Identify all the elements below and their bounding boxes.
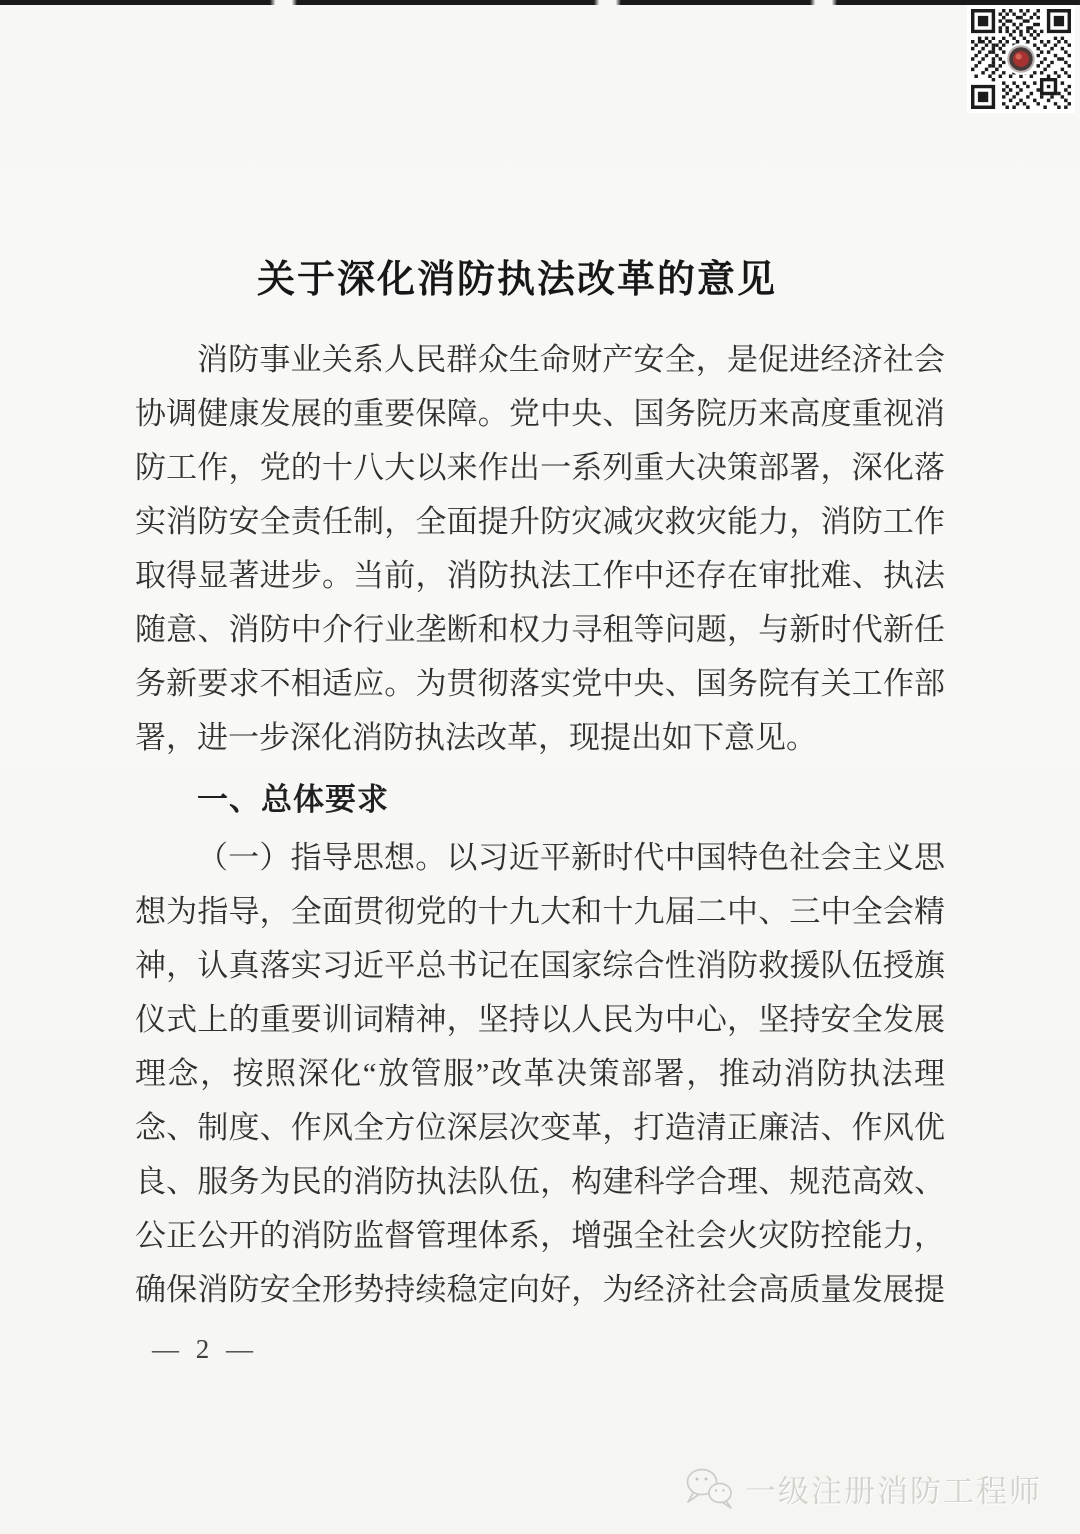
- wechat-icon: [681, 1464, 737, 1512]
- body-line: 仪式上的重要训词精神，坚持以人民为中心，坚持安全发展: [135, 1002, 945, 1037]
- footer-watermark: [681, 1464, 1042, 1512]
- body-line: 公正公开的消防监督管理体系，增强全社会火灾防控能力，: [135, 1218, 945, 1253]
- body-line: 取得显著进步。当前，消防执法工作中还存在审批难、执法: [135, 558, 945, 593]
- body-line: 实消防安全责任制，全面提升防灾减灾救灾能力，消防工作: [135, 504, 945, 539]
- body-line: 随意、消防中介行业垄断和权力寻租等问题，与新时代新任: [135, 612, 945, 647]
- qr-code: [967, 5, 1075, 113]
- footer-brand-label: 一级注册消防工程师: [745, 1473, 1042, 1509]
- body-line: 署，进一步深化消防执法改革，现提出如下意见。: [135, 720, 817, 755]
- body-line: 理念，按照深化“放管服”改革决策部署，推动消防执法理: [135, 1056, 945, 1091]
- body-line: 念、制度、作风全方位深层次变革，打造清正廉洁、作风优: [135, 1110, 945, 1145]
- body-line: 务新要求不相适应。为贯彻落实党中央、国务院有关工作部: [135, 666, 945, 701]
- document-title: 关于深化消防执法改革的意见: [256, 259, 777, 301]
- body-line: 协调健康发展的重要保障。党中央、国务院历来高度重视消: [135, 396, 945, 431]
- body-line: 想为指导，全面贯彻党的十九大和十九届二中、三中全会精: [135, 894, 945, 929]
- section-heading: 一、总体要求: [197, 782, 389, 817]
- body-line: 良、服务为民的消防执法队伍，构建科学合理、规范高效、: [135, 1164, 945, 1199]
- body-line: （一）指导思想。以习近平新时代中国特色社会主义思: [197, 840, 945, 875]
- body-line: 神，认真落实习近平总书记在国家综合性消防救援队伍授旗: [135, 948, 945, 983]
- body-line: 防工作，党的十八大以来作出一系列重大决策部署，深化落: [135, 450, 945, 485]
- body-line: 确保消防安全形势持续稳定向好，为经济社会高质量发展提: [135, 1272, 945, 1307]
- page-number: — 2 —: [152, 1334, 258, 1364]
- qr-code-image: [971, 9, 1071, 109]
- body-line: 消防事业关系人民群众生命财产安全，是促进经济社会: [197, 342, 945, 377]
- document-body: [135, 333, 945, 1317]
- qr-center-emblem: [1005, 43, 1037, 75]
- scan-edge-artifact: [0, 0, 1080, 5]
